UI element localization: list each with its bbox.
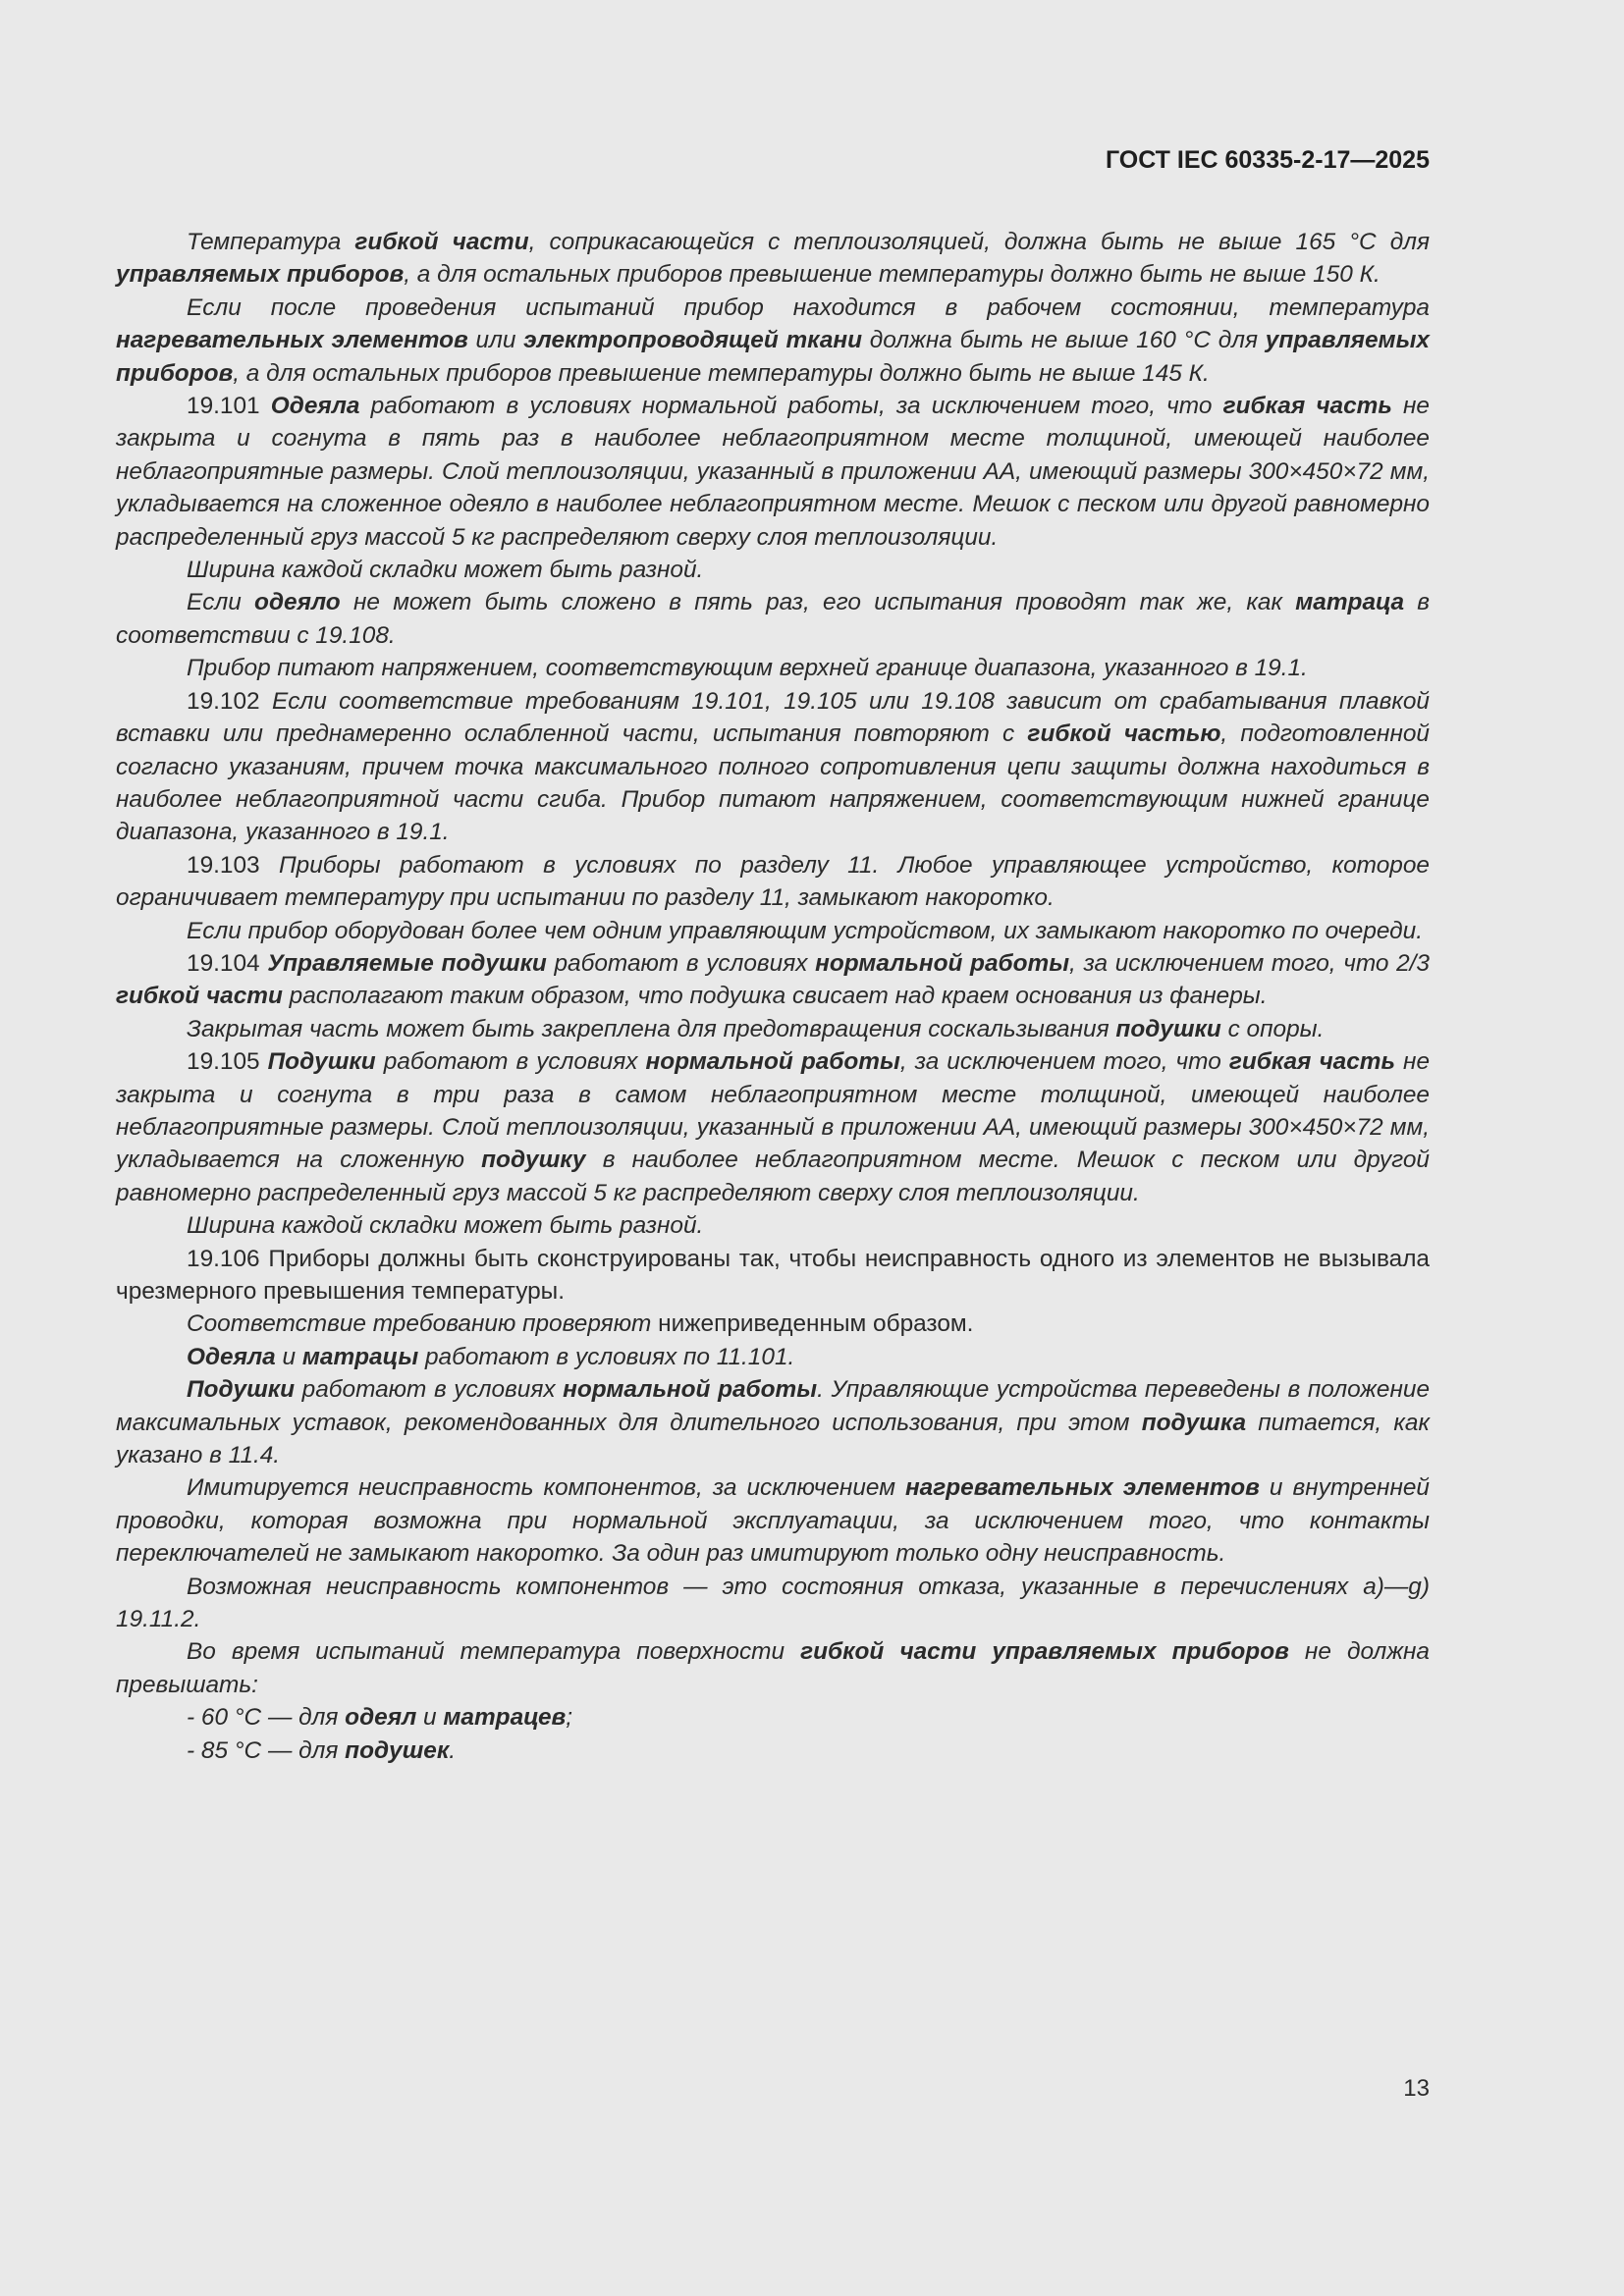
text-run: в наиболее неблагоприятном месте. Мешок с песком или другой равномерно распределенный груз массой 5 кг распределяют сверху слоя теплоизоляции. — [116, 1147, 1430, 1206]
text-run: Температура — [187, 229, 355, 255]
text-run: , а для остальных приборов превышение температуры должно быть не выше 150 К. — [404, 261, 1380, 289]
paragraph — [116, 1373, 1430, 1471]
text-run: гибкая часть — [1228, 1048, 1395, 1076]
text-run: 19.104 — [187, 949, 268, 977]
text-run: 19.103 — [187, 851, 279, 879]
text-run: гибкой частью — [1027, 721, 1221, 748]
text-run: 19.102 — [187, 687, 272, 715]
text-run: не закрыта и согнута в пять раз в наиболее неблагоприятном месте толщиной, имеющей наиболее неблагоприятные размеры. Слой теплоизоляции, указанный в приложении АА, имеющий размеры 300×450×72 мм, укладывается на сложенное одеяло в наиболее неблагоприятном месте. Мешок с песком или другой равномерно распределенный груз массой 5 кг распределяют сверху слоя теплоизоляции. — [116, 393, 1430, 551]
text-run: работают в условиях — [546, 949, 816, 977]
text-run: , за исключением того, что — [899, 1048, 1229, 1076]
text-run: , соприкасающейся с теплоизоляцией, должна быть не выше 165 °С для — [528, 229, 1431, 255]
text-run: гибкой части — [354, 229, 529, 255]
text-run: Если соответствие требованиям 19.101, 19.105 или 19.108 зависит от срабатывания плавкой вставки или преднамеренно ослабленной части, испытания повторяют с — [116, 687, 1430, 748]
text-run: , за исключением того, что 2/3 — [1069, 949, 1430, 977]
text-run: матраца — [1295, 589, 1405, 616]
text-run: Имитируется неисправность компонентов, за исключением — [187, 1474, 905, 1502]
text-run: нормальной работы — [645, 1048, 900, 1076]
paragraph — [116, 1013, 1430, 1045]
text-run: Приборы работают в условиях по разделу 11. Любое управляющее устройство, которое ограничивает температуру при испытании по разделу 11, замыкают накоротко. — [116, 851, 1430, 912]
text-run: Во время испытаний температура поверхности — [187, 1638, 801, 1666]
text-run: Возможная неисправность компонентов — это состояния отказа, указанные в перечислениях а)—g) 19.11.2. — [116, 1573, 1430, 1633]
paragraph — [116, 1635, 1430, 1701]
text-run: гибкой части управляемых приборов — [800, 1638, 1289, 1666]
text-run: 19.105 — [187, 1048, 268, 1076]
text-run: гибкой части — [116, 983, 283, 1010]
text-run: не закрыта и согнута в три раза в самом неблагоприятном месте толщиной, имеющей наиболее неблагоприятные размеры. Слой теплоизоляции, указанный в приложении АА, имеющий размеры 300×450×72 мм, укладывается на сложенную — [116, 1048, 1431, 1174]
paragraph — [116, 226, 1430, 292]
text-run: в соответствии с 19.108. — [116, 589, 1431, 649]
paragraph — [116, 554, 1430, 586]
page-number: 13 — [1403, 2075, 1430, 2102]
text-run: ; — [566, 1704, 573, 1732]
text-run: управляемых приборов — [116, 261, 405, 289]
paragraph — [116, 586, 1430, 652]
text-run: с опоры. — [1220, 1015, 1325, 1042]
text-run: Управляемые подушки — [267, 949, 547, 977]
paragraph — [116, 292, 1430, 390]
text-run: матрацев — [443, 1704, 567, 1732]
text-run: подушек — [345, 1736, 450, 1764]
text-run: работают в условиях — [295, 1376, 564, 1404]
text-run: нормальной работы — [815, 949, 1070, 977]
text-run: нормальной работы — [563, 1376, 818, 1404]
paragraph — [116, 1243, 1430, 1308]
text-run: , подготовленной согласно указаниям, причем точка максимального полного сопротивления цепи защиты должна находиться в наиболее неблагоприятной части сгиба. Прибор питают напряжением, соответствующим нижней границе диапазона, указанного в 19.1. — [116, 721, 1430, 846]
paragraph — [116, 915, 1430, 947]
text-run: нижеприведенным образом. — [658, 1310, 974, 1338]
text-run: Ширина каждой складки может быть разной. — [187, 557, 704, 584]
text-run: и внутренней проводки, которая возможна при нормальной эксплуатации, за исключением того, что контакты переключателей не замыкают накоротко. За один раз имитируют только одну неисправность. — [116, 1474, 1430, 1568]
text-run: располагают таким образом, что подушка свисает над краем основания из фанеры. — [282, 983, 1268, 1010]
text-run: или — [467, 327, 524, 354]
text-run: - 85 °С — для — [187, 1736, 346, 1764]
paragraph — [116, 947, 1430, 1013]
text-run: подушку — [481, 1147, 586, 1174]
text-run: нагревательных элементов — [904, 1474, 1260, 1502]
paragraph — [116, 1735, 1430, 1767]
text-run: . Управляющие устройства переведены в положение максимальных уставок, рекомендованных для длительного использования, при этом — [116, 1376, 1431, 1436]
text-run: и — [416, 1704, 444, 1732]
document-body — [116, 226, 1430, 1767]
text-run: Прибор питают напряжением, соответствующим верхней границе диапазона, указанного в 19.1. — [187, 655, 1308, 682]
text-run: Подушки — [187, 1376, 296, 1404]
text-run: Если прибор оборудован более чем одним управляющим устройством, их замыкают накоротко по очереди. — [187, 917, 1424, 944]
text-run: не должна превышать: — [116, 1638, 1430, 1698]
paragraph — [116, 685, 1430, 849]
paragraph — [116, 1045, 1430, 1209]
text-run: . — [449, 1736, 457, 1764]
text-run: одеяло — [254, 589, 341, 616]
text-run: подушки — [1115, 1015, 1221, 1042]
paragraph — [116, 390, 1430, 554]
text-run: , а для остальных приборов превышение температуры должно быть не выше 145 К. — [233, 359, 1210, 387]
paragraph — [116, 1701, 1430, 1734]
text-run: работают в условиях — [375, 1048, 646, 1076]
text-run: работают в условиях нормальной работы, за исключением того, что — [359, 393, 1223, 420]
text-run: Закрытая часть может быть закреплена для предотвращения соскальзывания — [187, 1015, 1116, 1042]
text-run: не может быть сложено в пять раз, его испытания проводят так же, как — [340, 589, 1296, 616]
text-run: Соответствие требованию проверяют — [187, 1310, 659, 1338]
text-run: 19.106 Приборы должны быть сконструированы так, чтобы неисправность одного из элементов не вызывала чрезмерного превышения температуры. — [116, 1245, 1430, 1305]
text-run: управляемых приборов — [116, 327, 1430, 387]
paragraph — [116, 1209, 1430, 1242]
text-run: нагревательных элементов — [116, 327, 468, 354]
text-run: Одеяла — [187, 1343, 276, 1370]
text-run: одеял — [345, 1704, 417, 1732]
text-run: гибкая часть — [1222, 393, 1392, 420]
paragraph — [116, 1471, 1430, 1570]
text-run: подушка — [1141, 1409, 1247, 1436]
document-code-header: ГОСТ IEC 60335-2-17—2025 — [1105, 146, 1430, 174]
text-run: работают в условиях по 11.101. — [418, 1343, 795, 1370]
paragraph — [116, 1571, 1430, 1636]
text-run: - 60 °С — для — [187, 1704, 346, 1732]
paragraph — [116, 1341, 1430, 1373]
text-run: Ширина каждой складки может быть разной. — [187, 1212, 704, 1240]
text-run: 19.101 — [187, 393, 271, 420]
paragraph — [116, 849, 1430, 915]
text-run: питается, как указано в 11.4. — [116, 1409, 1430, 1469]
text-run: должна быть не выше 160 °С для — [862, 327, 1266, 354]
text-run: Подушки — [267, 1048, 376, 1076]
text-run: матрацы — [301, 1343, 419, 1370]
paragraph — [116, 1308, 1430, 1340]
text-run: Одеяла — [270, 393, 360, 420]
text-run: Если — [187, 589, 255, 616]
text-run: электропроводящей ткани — [523, 327, 863, 354]
paragraph — [116, 652, 1430, 684]
text-run: и — [275, 1343, 302, 1370]
text-run: Если после проведения испытаний прибор находится в рабочем состоянии, температура — [187, 294, 1430, 321]
